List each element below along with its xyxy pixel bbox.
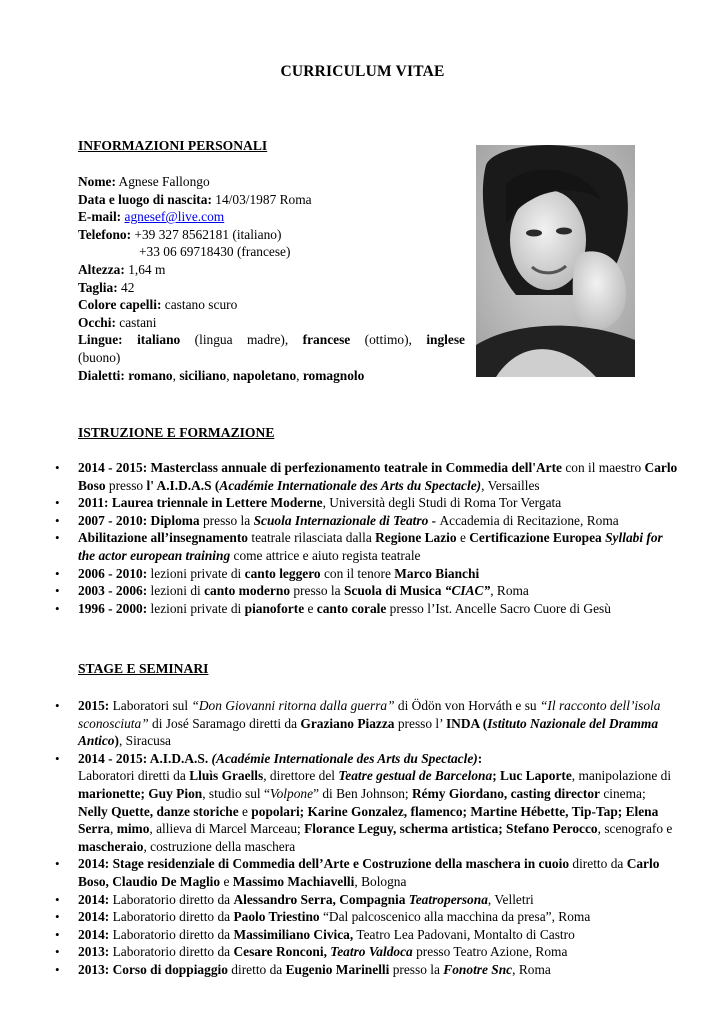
- text: , Versailles: [481, 477, 540, 493]
- dialects-row: [78, 367, 465, 385]
- name-value: Agnese Fallongo: [115, 174, 210, 189]
- text-bold: Alessandro Serra, Compagnia: [233, 891, 409, 907]
- dialect-sep-2: ,: [226, 367, 233, 383]
- text-italic: Volpone: [269, 785, 314, 801]
- text-bold-italic: Fonotre Snc: [443, 961, 513, 977]
- text-bold: l' A.I.D.A.S (: [146, 477, 220, 493]
- list-item: [78, 697, 678, 750]
- lang-english-note: (buono): [78, 349, 121, 365]
- text-bold: Abilitazione all’insegnamento: [78, 530, 248, 546]
- text-bold: mimo: [116, 821, 150, 837]
- languages-row-2: [78, 349, 465, 367]
- hair-value: castano scuro: [161, 297, 238, 313]
- text-bold: 2015:: [78, 698, 110, 713]
- list-item: [78, 855, 678, 890]
- text: presso la: [290, 583, 344, 599]
- text-bold-italic: “CIAC”: [444, 583, 491, 599]
- text: Laboratorio diretto da: [109, 944, 234, 960]
- text: “Dal palcoscenico alla macchina da presa”, Roma: [319, 909, 591, 925]
- hair-label: Colore capelli:: [78, 297, 162, 313]
- text-bold: popolari; Karine Gonzalez, flamenco; Martine Hébette, Tip-Tap; Elena Serra: [78, 803, 659, 837]
- dialect-2: siciliano: [179, 367, 227, 383]
- text-bold: Nelly Quette, danze storiche: [78, 803, 239, 819]
- text-bold: pianoforte: [244, 600, 305, 616]
- text-bold-italic: Teatro Valdoca: [330, 944, 413, 960]
- personal-info: [78, 173, 465, 384]
- text: Laboratori diretti da: [78, 768, 190, 784]
- text: diretto da: [227, 961, 286, 977]
- text-bold: 2014 - 2015: A.I.D.A.S.: [78, 750, 212, 766]
- text: , direttore del: [263, 768, 339, 784]
- text: diretto da: [569, 856, 627, 872]
- text-bold: :: [477, 750, 483, 766]
- education-list: [78, 459, 678, 617]
- text-bold: canto moderno: [204, 583, 291, 599]
- lang-english: inglese: [426, 332, 465, 348]
- birth-value: 14/03/1987 Roma: [211, 191, 312, 207]
- phone-italian: +39 327 8562181 (italiano): [131, 226, 282, 242]
- text-bold: 2014:: [78, 909, 110, 925]
- text: presso: [105, 477, 147, 493]
- list-item: [78, 961, 678, 979]
- text-bold: Eugenio Marinelli: [285, 961, 390, 977]
- lang-italian-note: (lingua madre),: [180, 332, 303, 348]
- text-bold: Scuola di Musica: [343, 583, 445, 599]
- text: , costruzione della maschera: [143, 838, 296, 854]
- text-bold: Carlo Boso: [78, 460, 678, 493]
- text: , Università degli Studi di Roma Tor Vergata: [322, 495, 562, 511]
- list-item: [78, 582, 678, 600]
- list-item: [78, 494, 678, 512]
- text: con il maestro: [561, 460, 645, 475]
- email-link[interactable]: agnesef@live.com: [124, 209, 225, 225]
- phone-label: Telefono:: [78, 226, 132, 242]
- text: , manipolazione di: [571, 768, 672, 784]
- text: e: [456, 530, 470, 546]
- text-bold: 2011: Laurea triennale in Lettere Moderne: [78, 495, 323, 511]
- text-bold: canto corale: [316, 600, 387, 616]
- text: , Siracusa: [118, 733, 171, 749]
- text-bold: ): [114, 733, 119, 749]
- text: , scenografo e: [597, 821, 673, 837]
- dialect-4: romagnolo: [302, 367, 365, 383]
- portrait-photo: [476, 145, 635, 377]
- text-italic: “Il racconto dell’isola sconosciuta”: [78, 698, 661, 731]
- dialect-1: romano: [124, 367, 173, 383]
- list-item: [78, 565, 678, 583]
- text-bold: Marco Bianchi: [394, 565, 480, 581]
- text-bold: Rémy Giordano, casting director: [412, 785, 600, 801]
- text-bold-italic: Académie Internationale des Arts du Spectacle): [219, 477, 482, 493]
- list-item: [78, 600, 678, 618]
- dialect-sep-1: ,: [172, 367, 180, 383]
- text: Teatro Lea Padovani, Montalto di Castro: [353, 926, 575, 942]
- text: presso Teatro Azione, Roma: [412, 944, 568, 960]
- text: cinema;: [599, 785, 646, 801]
- eyes-row: [78, 314, 465, 332]
- list-item: [78, 891, 678, 909]
- size-row: [78, 279, 465, 297]
- lang-french: francese: [302, 332, 351, 348]
- text: teatrale rilasciata dalla: [248, 530, 376, 546]
- text-bold: Certificazione Europea: [469, 530, 606, 546]
- text: come attrice e aiuto regista teatrale: [230, 547, 421, 563]
- lang-french-note: (ottimo),: [350, 332, 427, 348]
- text-bold: 1996 - 2000:: [78, 600, 148, 616]
- email-row: [78, 208, 465, 226]
- email-label: E-mail:: [78, 209, 122, 225]
- dialects-label: Dialetti:: [78, 367, 125, 383]
- text-italic: “Don Giovanni ritorna dalla guerra”: [191, 698, 395, 713]
- text: , Roma: [512, 961, 551, 977]
- text: Laboratorio diretto da: [109, 909, 234, 925]
- text: di Ödön von Horváth e su: [394, 698, 540, 713]
- text-bold: Paolo Triestino: [233, 909, 320, 925]
- list-item: [78, 943, 678, 961]
- text-bold-italic: Teatropersona: [408, 891, 488, 907]
- text: lezioni di: [147, 583, 205, 599]
- portrait-photo-image: [476, 145, 635, 377]
- dialect-sep-3: ,: [296, 367, 303, 383]
- text: con il tenore: [320, 565, 395, 581]
- text-bold: marionette; Guy Pion: [78, 785, 203, 801]
- text: , allieva di Marcel Marceau;: [149, 821, 305, 837]
- size-label: Taglia:: [78, 279, 118, 295]
- text: presso l’: [394, 715, 446, 731]
- text-bold: Regione Lazio: [375, 530, 457, 546]
- phone-french: +33 06 69718430 (francese): [139, 244, 291, 260]
- section-heading-education: ISTRUZIONE E FORMAZIONE: [78, 425, 275, 440]
- text: Laboratori sul: [109, 698, 192, 713]
- text-bold-italic: Istituto Nazionale del Dramma Antico: [78, 715, 659, 749]
- text-bold: 2014: Stage residenziale di Commedia dell’Arte e Costruzione della maschera in cuoio: [78, 856, 570, 872]
- text: di José Saramago diretti da: [148, 715, 301, 731]
- text-bold: INDA (: [445, 715, 488, 731]
- text: , studio sul “: [202, 785, 270, 801]
- text: presso la: [199, 512, 254, 528]
- text-bold: 2003 - 2006:: [78, 583, 148, 599]
- languages-label: Lingue:: [78, 332, 123, 348]
- list-item: [78, 459, 678, 494]
- text: Laboratorio diretto da: [109, 926, 234, 942]
- section-heading-stage: STAGE E SEMINARI: [78, 661, 209, 676]
- text-bold: 2013:: [78, 944, 110, 960]
- text-bold-italic: Scuola Internazionale di Teatro -: [253, 512, 440, 528]
- list-item: [78, 529, 678, 564]
- height-value: 1,64 m: [124, 261, 166, 277]
- text-bold: 2014:: [78, 891, 110, 907]
- text-bold: Graziano Piazza: [300, 715, 395, 731]
- height-label: Altezza:: [78, 261, 125, 277]
- text: e: [304, 600, 317, 616]
- text: e: [238, 803, 252, 819]
- name-label: Nome:: [78, 174, 116, 189]
- eyes-label: Occhi:: [78, 314, 116, 330]
- name-row: [78, 173, 465, 191]
- eyes-value: castani: [115, 314, 157, 330]
- size-value: 42: [117, 279, 135, 295]
- text-bold: Carlo Boso, Claudio De Maglio: [78, 856, 660, 889]
- text-bold-italic: Teatre gestual de Barcelona: [338, 768, 493, 784]
- lang-italian: italiano: [137, 332, 181, 348]
- text-bold-italic: Syllabi for the actor european training: [78, 530, 663, 563]
- text: Accademia di Recitazione, Roma: [439, 512, 619, 528]
- text: ,: [109, 821, 117, 837]
- text-bold: Massimo Machiavelli: [232, 873, 355, 889]
- text-bold: 2006 - 2010:: [78, 565, 148, 581]
- stage-list: [78, 697, 678, 979]
- list-item: [78, 750, 678, 856]
- birth-row: [78, 191, 465, 209]
- height-row: [78, 261, 465, 279]
- section-heading-personal: INFORMAZIONI PERSONALI: [78, 138, 268, 153]
- text: presso l’Ist. Ancelle Sacro Cuore di Gesù: [386, 600, 611, 616]
- text: , Roma: [490, 583, 529, 599]
- text-bold: mascheraio: [78, 838, 144, 854]
- text: Laboratorio diretto da: [109, 891, 234, 907]
- text: presso la: [389, 961, 444, 977]
- text-bold: 2013: Corso di doppiaggio: [78, 961, 228, 977]
- phone-row: [78, 226, 465, 244]
- list-item: [78, 926, 678, 944]
- text-bold: Cesare Ronconi,: [233, 944, 331, 960]
- text-bold: Massimiliano Civica,: [233, 926, 354, 942]
- text: lezioni private di: [147, 565, 245, 581]
- text: ” di Ben Johnson;: [313, 785, 413, 801]
- text-bold: canto leggero: [244, 565, 321, 581]
- languages-row: [78, 331, 465, 349]
- text: , Bologna: [354, 873, 407, 889]
- text-bold: Florance Leguy, scherma artistica; Stefano Perocco: [304, 821, 598, 837]
- list-item: [78, 908, 678, 926]
- text-bold: 2007 - 2010: Diploma: [78, 512, 200, 528]
- dialect-3: napoletano: [232, 367, 297, 383]
- text: e: [220, 873, 233, 889]
- text: lezioni private di: [147, 600, 245, 616]
- text-bold: Lluìs Graells: [189, 768, 264, 784]
- text: , Velletri: [487, 891, 534, 907]
- text-bold: 2014 - 2015: Masterclass annuale di perfezionamento teatrale in Commedia dell'Arte: [78, 460, 562, 475]
- phone-row-2: [78, 243, 465, 261]
- text-bold: ; Luc Laporte: [492, 768, 572, 784]
- hair-row: [78, 296, 465, 314]
- text-bold: 2014:: [78, 926, 110, 942]
- list-item: [78, 512, 678, 530]
- birth-label: Data e luogo di nascita:: [78, 191, 212, 207]
- page-title: CURRICULUM VITAE: [280, 63, 445, 80]
- text-bold-italic: (Académie Internationale des Arts du Spectacle): [211, 750, 478, 766]
